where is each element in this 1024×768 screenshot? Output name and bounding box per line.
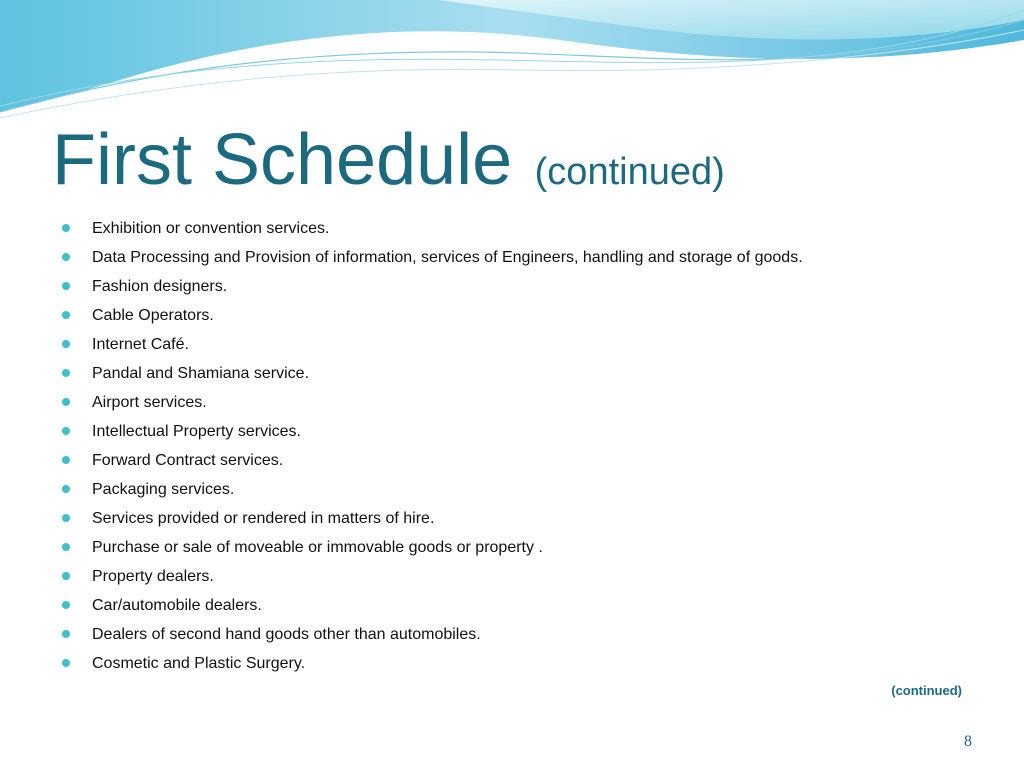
list-item-label: Cable Operators. — [92, 307, 214, 324]
list-item — [62, 504, 962, 533]
bullet-dot-icon — [62, 224, 70, 232]
bullet-dot-icon — [62, 630, 70, 638]
bullet-list — [62, 214, 962, 678]
slide-title: First Schedule — [52, 120, 513, 200]
bullet-dot-icon — [62, 601, 70, 609]
list-item-label: Intellectual Property services. — [92, 423, 301, 440]
list-item — [62, 446, 962, 475]
list-item — [62, 301, 962, 330]
page-number: 8 — [964, 733, 972, 750]
list-item-label: Internet Café. — [92, 336, 189, 353]
list-item-label: Exhibition or convention services. — [92, 220, 330, 237]
bullet-dot-icon — [62, 340, 70, 348]
bullet-dot-icon — [62, 514, 70, 522]
list-item-label: Pandal and Shamiana service. — [92, 365, 310, 382]
list-item — [62, 243, 962, 272]
bullet-dot-icon — [62, 659, 70, 667]
list-item — [62, 649, 962, 678]
list-item — [62, 388, 962, 417]
list-item-label: Car/automobile dealers. — [92, 597, 262, 614]
list-item-label: Dealers of second hand goods other than automobiles. — [92, 626, 481, 643]
slide-title-row — [52, 120, 725, 200]
list-item — [62, 533, 962, 562]
list-item — [62, 214, 962, 243]
bullet-dot-icon — [62, 543, 70, 551]
list-item — [62, 591, 962, 620]
continued-note: (continued) — [891, 683, 962, 698]
bullet-dot-icon — [62, 485, 70, 493]
list-item — [62, 359, 962, 388]
list-item — [62, 330, 962, 359]
bullet-dot-icon — [62, 311, 70, 319]
bullet-dot-icon — [62, 398, 70, 406]
list-item-label: Cosmetic and Plastic Surgery. — [92, 655, 306, 672]
list-item — [62, 475, 962, 504]
list-item-label: Packaging services. — [92, 481, 235, 498]
slide-subtitle: (continued) — [534, 151, 725, 193]
bullet-dot-icon — [62, 427, 70, 435]
bullet-dot-icon — [62, 253, 70, 261]
list-item-label: Fashion designers. — [92, 278, 228, 295]
list-item-label: Services provided or rendered in matters of hire. — [92, 510, 435, 527]
list-item-label: Property dealers. — [92, 568, 214, 585]
list-item-label: Purchase or sale of moveable or immovable goods or property . — [92, 539, 543, 556]
list-item — [62, 417, 962, 446]
bullet-dot-icon — [62, 282, 70, 290]
bullet-dot-icon — [62, 369, 70, 377]
bullet-dot-icon — [62, 572, 70, 580]
list-item — [62, 562, 962, 591]
header-wave-decoration — [0, 0, 1024, 130]
list-item — [62, 620, 962, 649]
list-item-label: Airport services. — [92, 394, 207, 411]
list-item-label: Forward Contract services. — [92, 452, 284, 469]
list-item-label: Data Processing and Provision of information, services of Engineers, handling and storage of goods. — [92, 249, 803, 266]
bullet-dot-icon — [62, 456, 70, 464]
list-item — [62, 272, 962, 301]
